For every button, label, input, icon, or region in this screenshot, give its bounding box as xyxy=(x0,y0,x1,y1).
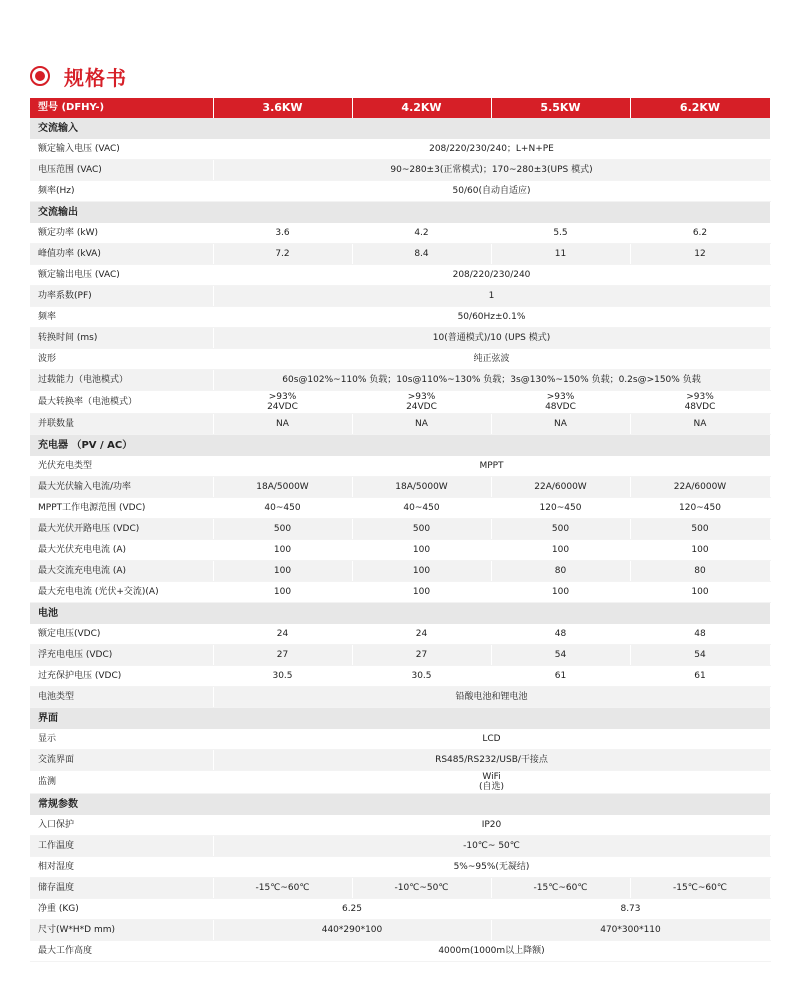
model-4.2kw: 4.2KW xyxy=(352,98,491,118)
row-label: 额定输入电压 (VAC) xyxy=(30,139,213,160)
row-label: 过充保护电压 (VDC) xyxy=(30,666,213,687)
cell: -15℃~60℃ xyxy=(213,878,352,899)
row-label: 最大光伏充电电流 (A) xyxy=(30,540,213,561)
row-value: 50/60(自动自适应) xyxy=(213,181,770,202)
table-row xyxy=(30,181,770,202)
row-label: 电压范围 (VAC) xyxy=(30,160,213,181)
table-row xyxy=(30,265,770,286)
cell: -15℃~60℃ xyxy=(491,878,630,899)
table-row xyxy=(30,729,770,750)
table-header-row xyxy=(30,98,770,118)
cell: 6.2 xyxy=(630,223,770,244)
cell: 6.25 xyxy=(213,899,491,920)
row-label: 储存温度 xyxy=(30,878,213,899)
cell-line: 24VDC xyxy=(406,402,437,412)
table-row xyxy=(30,899,770,920)
cell: 100 xyxy=(630,582,770,603)
cell-line: 24VDC xyxy=(267,402,298,412)
row-label: 净重 (KG) xyxy=(30,899,213,920)
cell-line: >93% xyxy=(686,392,714,402)
row-label: 光伏充电类型 xyxy=(30,456,213,477)
row-label: 频率 xyxy=(30,307,213,328)
cell-line: >93% xyxy=(546,392,575,402)
cell: 100 xyxy=(630,540,770,561)
row-label: 功率系数(PF) xyxy=(30,286,213,307)
cell: 48 xyxy=(491,624,630,645)
model-6.2kw: 6.2KW xyxy=(630,98,770,118)
cell: 440*290*100 xyxy=(213,920,491,941)
table-row xyxy=(30,561,770,582)
cell-line: (自选) xyxy=(478,782,505,792)
cell: 7.2 xyxy=(213,244,352,265)
section-header xyxy=(30,435,770,457)
table-row xyxy=(30,836,770,857)
cell-line: >93% xyxy=(268,392,297,402)
cell: 12 xyxy=(630,244,770,265)
table-row xyxy=(30,815,770,836)
row-value: 60s@102%~110% 负载；10s@110%~130% 负载；3s@130%~150% 负载；0.2s@>150% 负载 xyxy=(213,370,770,391)
cell: 54 xyxy=(630,645,770,666)
cell: 22A/6000W xyxy=(630,477,770,498)
table-row xyxy=(30,666,770,687)
row-value: RS485/RS232/USB/干接点 xyxy=(213,750,770,771)
table-row xyxy=(30,941,770,962)
cell xyxy=(352,391,491,414)
row-label: 最大充电电流 (光伏+交流)(A) xyxy=(30,582,213,603)
cell: NA xyxy=(352,414,491,435)
table-row xyxy=(30,244,770,265)
table-row xyxy=(30,519,770,540)
row-value: 208/220/230/240；L+N+PE xyxy=(213,139,770,160)
row-label: 额定功率 (kW) xyxy=(30,223,213,244)
cell: 100 xyxy=(213,540,352,561)
model-3.6kw: 3.6KW xyxy=(213,98,352,118)
cell: 40~450 xyxy=(213,498,352,519)
table-row xyxy=(30,645,770,666)
cell: 18A/5000W xyxy=(352,477,491,498)
table-row xyxy=(30,391,770,414)
cell-line: WiFi xyxy=(482,772,501,782)
row-label: 监测 xyxy=(30,771,213,794)
table-row xyxy=(30,624,770,645)
cell: NA xyxy=(491,414,630,435)
row-label: 额定电压(VDC) xyxy=(30,624,213,645)
cell: 100 xyxy=(213,561,352,582)
section-header xyxy=(30,603,770,625)
row-label: 过载能力（电池模式） xyxy=(30,370,213,391)
cell: 500 xyxy=(491,519,630,540)
section-title-charger: 充电器 （PV / AC） xyxy=(30,435,770,457)
row-label: 峰值功率 (kVA) xyxy=(30,244,213,265)
section-header xyxy=(30,118,770,139)
table-row xyxy=(30,498,770,519)
cell: 8.73 xyxy=(491,899,770,920)
cell: 24 xyxy=(352,624,491,645)
section-title-general: 常规参数 xyxy=(30,794,770,816)
section-header xyxy=(30,202,770,224)
cell xyxy=(213,391,352,414)
row-label: 入口保护 xyxy=(30,815,213,836)
cell: 18A/5000W xyxy=(213,477,352,498)
row-label: 转换时间 (ms) xyxy=(30,328,213,349)
row-value: 4000m(1000m以上降额) xyxy=(213,941,770,962)
table-row xyxy=(30,771,770,794)
cell: 40~450 xyxy=(352,498,491,519)
table-row xyxy=(30,582,770,603)
section-title-battery: 电池 xyxy=(30,603,770,625)
section-title-ac-input: 交流输入 xyxy=(30,118,770,139)
row-value: LCD xyxy=(213,729,770,750)
table-row xyxy=(30,349,770,370)
table-row xyxy=(30,477,770,498)
cell: 100 xyxy=(491,540,630,561)
cell: 5.5 xyxy=(491,223,630,244)
section-header xyxy=(30,708,770,730)
row-label: 波形 xyxy=(30,349,213,370)
cell: 100 xyxy=(352,561,491,582)
cell: 3.6 xyxy=(213,223,352,244)
cell: 30.5 xyxy=(352,666,491,687)
row-label: MPPT工作电源范围 (VDC) xyxy=(30,498,213,519)
row-label: 频率(Hz) xyxy=(30,181,213,202)
cell: 27 xyxy=(213,645,352,666)
row-label: 最大转换率（电池模式） xyxy=(30,391,213,414)
cell: 80 xyxy=(491,561,630,582)
cell xyxy=(630,391,770,414)
cell: 120~450 xyxy=(630,498,770,519)
cell: 54 xyxy=(491,645,630,666)
cell: 470*300*110 xyxy=(491,920,770,941)
cell: 4.2 xyxy=(352,223,491,244)
row-value: 10(普通模式)/10 (UPS 模式) xyxy=(213,328,770,349)
row-label: 尺寸(W*H*D mm) xyxy=(30,920,213,941)
table-row xyxy=(30,456,770,477)
cell: NA xyxy=(213,414,352,435)
table-row xyxy=(30,414,770,435)
row-label: 额定输出电压 (VAC) xyxy=(30,265,213,286)
row-label: 浮充电电压 (VDC) xyxy=(30,645,213,666)
cell: 30.5 xyxy=(213,666,352,687)
section-header xyxy=(30,794,770,816)
row-value: 5%~95%(无凝结) xyxy=(213,857,770,878)
table-row xyxy=(30,370,770,391)
cell: 500 xyxy=(630,519,770,540)
row-value: MPPT xyxy=(213,456,770,477)
row-value: 50/60Hz±0.1% xyxy=(213,307,770,328)
cell: 24 xyxy=(213,624,352,645)
cell-line: 48VDC xyxy=(545,402,576,412)
page-title xyxy=(30,62,127,90)
cell: 500 xyxy=(213,519,352,540)
table-row xyxy=(30,920,770,941)
row-label: 最大光伏开路电压 (VDC) xyxy=(30,519,213,540)
table-row xyxy=(30,223,770,244)
cell: 27 xyxy=(352,645,491,666)
spec-table xyxy=(30,98,771,962)
cell: 61 xyxy=(491,666,630,687)
table-row xyxy=(30,286,770,307)
cell: NA xyxy=(630,414,770,435)
cell: 100 xyxy=(491,582,630,603)
section-title-ac-output: 交流输出 xyxy=(30,202,770,224)
cell: 500 xyxy=(352,519,491,540)
cell: 100 xyxy=(352,540,491,561)
row-label: 工作温度 xyxy=(30,836,213,857)
cell xyxy=(491,391,630,414)
cell-line: 48VDC xyxy=(684,402,716,412)
row-value: 铅酸电池和锂电池 xyxy=(213,687,770,708)
table-row xyxy=(30,160,770,181)
record-circle-icon xyxy=(30,66,50,86)
table-row xyxy=(30,878,770,899)
model-label: 型号 (DFHY-) xyxy=(30,98,213,118)
row-value xyxy=(213,771,770,794)
cell: 22A/6000W xyxy=(491,477,630,498)
table-row xyxy=(30,139,770,160)
row-value: 90~280±3(正常模式)；170~280±3(UPS 模式) xyxy=(213,160,770,181)
row-label: 电池类型 xyxy=(30,687,213,708)
table-row xyxy=(30,687,770,708)
section-title-interface: 界面 xyxy=(30,708,770,730)
row-value: 纯正弦波 xyxy=(213,349,770,370)
model-5.5kw: 5.5KW xyxy=(491,98,630,118)
table-row xyxy=(30,750,770,771)
cell: 100 xyxy=(352,582,491,603)
row-label: 显示 xyxy=(30,729,213,750)
table-row xyxy=(30,540,770,561)
cell-line: >93% xyxy=(407,392,436,402)
row-label: 最大工作高度 xyxy=(30,941,213,962)
table-row xyxy=(30,328,770,349)
cell: 100 xyxy=(213,582,352,603)
row-label: 交流界面 xyxy=(30,750,213,771)
cell: 61 xyxy=(630,666,770,687)
cell: -15℃~60℃ xyxy=(630,878,770,899)
table-row xyxy=(30,857,770,878)
table-row xyxy=(30,307,770,328)
row-value: 208/220/230/240 xyxy=(213,265,770,286)
cell: 80 xyxy=(630,561,770,582)
cell: 11 xyxy=(491,244,630,265)
row-label: 并联数量 xyxy=(30,414,213,435)
row-label: 相对湿度 xyxy=(30,857,213,878)
row-label: 最大交流充电电流 (A) xyxy=(30,561,213,582)
cell: 48 xyxy=(630,624,770,645)
row-value: -10℃~ 50℃ xyxy=(213,836,770,857)
cell: 8.4 xyxy=(352,244,491,265)
cell: -10℃~50℃ xyxy=(352,878,491,899)
row-value: IP20 xyxy=(213,815,770,836)
page-title-text: 规格书 xyxy=(64,65,127,90)
cell: 120~450 xyxy=(491,498,630,519)
row-label: 最大光伏输入电流/功率 xyxy=(30,477,213,498)
row-value: 1 xyxy=(213,286,770,307)
